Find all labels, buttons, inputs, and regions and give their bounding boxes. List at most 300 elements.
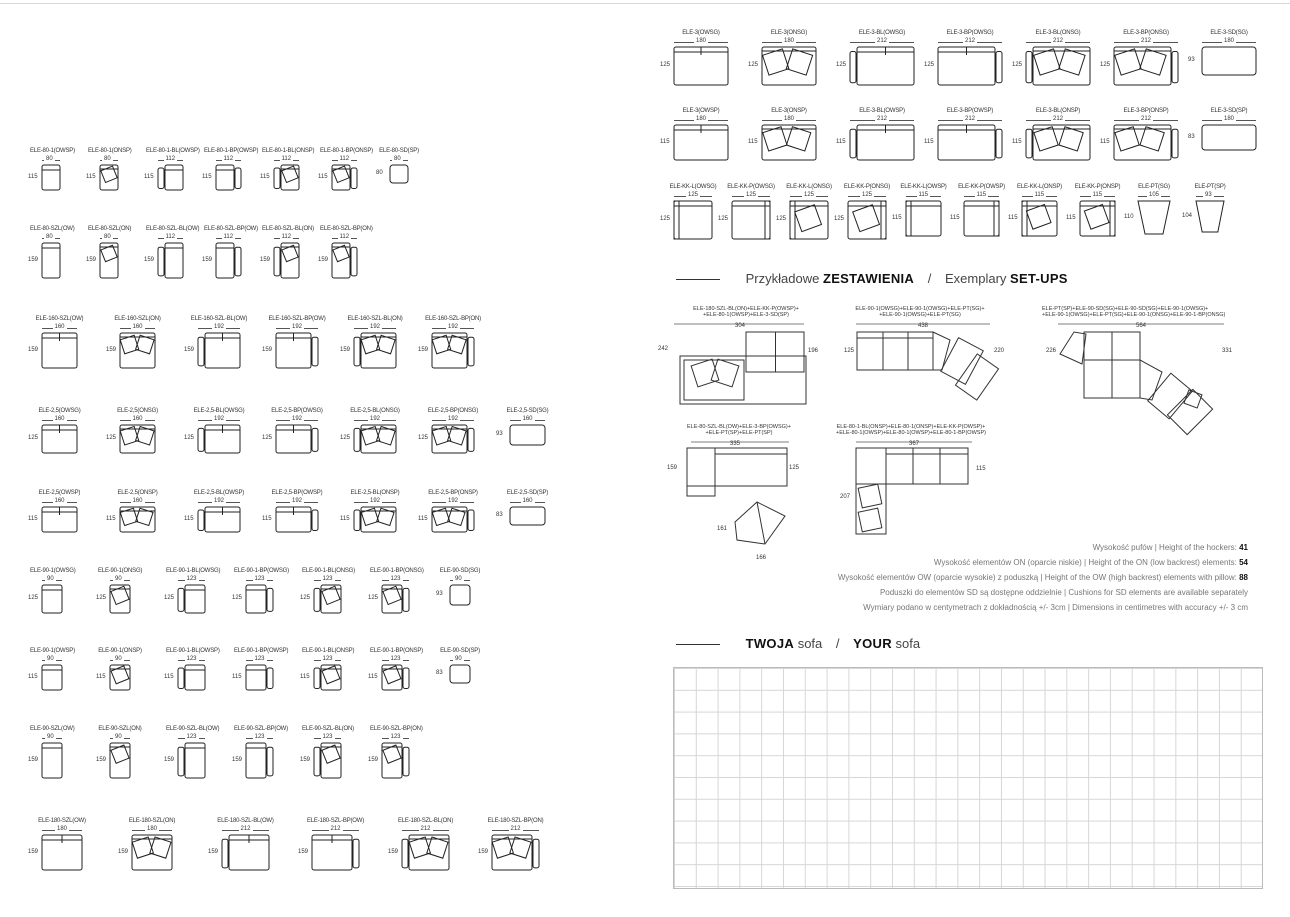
module-depth: 125 (418, 435, 429, 441)
module-depth: 104 (1182, 212, 1193, 219)
module-item (662, 184, 724, 246)
module-drawing (314, 665, 341, 690)
module-item (420, 316, 486, 375)
module-drawing (382, 665, 409, 690)
module-width: 192 (214, 498, 225, 504)
module-depth: 159 (368, 756, 379, 763)
module-item (260, 148, 315, 197)
module-depth: 125 (924, 62, 935, 68)
module-drawing (790, 201, 828, 239)
module-item (1102, 30, 1190, 92)
setup-1-depth-right: 196 (808, 348, 819, 354)
module-item (1190, 30, 1268, 82)
module-code: ELE-3(OWSP) (682, 108, 720, 114)
module-code: ELE-KK-L(OWSG) (669, 184, 717, 190)
module-item (302, 568, 353, 620)
module-code: ELE-80-SD(SP) (379, 148, 419, 154)
module-item (370, 648, 421, 697)
module-code: ELE-3(ONSG) (770, 30, 808, 36)
svg-text:438: 438 (917, 323, 929, 329)
module-item (370, 726, 421, 785)
module-width: 160 (54, 324, 65, 330)
module-depth: 115 (96, 673, 106, 680)
module-width: 123 (186, 656, 197, 662)
module-depth: 93 (496, 431, 503, 437)
module-drawing (1080, 201, 1115, 236)
module-width: 123 (390, 656, 401, 662)
module-width: 212 (877, 38, 888, 44)
module-depth: 125 (836, 62, 847, 68)
module-width: 160 (54, 498, 65, 504)
module-code: ELE-90-SD(SG) (439, 568, 481, 574)
module-code: ELE-80-SZL(ON) (88, 226, 132, 232)
your-sofa-pl-bold: TWOJA (745, 636, 795, 651)
module-depth: 115 (184, 515, 194, 522)
module-depth: 125 (300, 595, 311, 601)
module-drawing (938, 125, 1002, 160)
module-item (1190, 108, 1268, 157)
module-code: ELE-3-BP(OWSP) (946, 108, 994, 114)
module-item (264, 408, 330, 460)
module-drawing (332, 165, 357, 190)
module-drawing (276, 425, 318, 453)
module-code: ELE-180-SZL(OW) (38, 818, 86, 824)
module-width: 212 (1053, 38, 1064, 44)
module-drawing (1026, 125, 1090, 160)
module-depth: 115 (1012, 138, 1022, 145)
module-width: 80 (394, 156, 401, 162)
module-depth: 159 (164, 756, 175, 763)
module-width: 212 (420, 826, 431, 832)
module-drawing (354, 507, 396, 532)
module-code: ELE-180-SZL-BP(OW) (306, 818, 365, 824)
module-drawing (674, 47, 728, 85)
module-depth: 159 (28, 756, 39, 763)
module-drawing (848, 201, 886, 239)
module-drawing (274, 243, 299, 278)
module-width: 90 (455, 656, 462, 662)
module-code: ELE-90-SZL-BP(OW) (234, 726, 288, 732)
module-item (1010, 184, 1069, 243)
module-item (662, 108, 740, 167)
module-width: 123 (390, 576, 401, 582)
module-drawing (906, 201, 941, 236)
module-width: 123 (254, 576, 265, 582)
module-depth: 159 (106, 346, 117, 353)
module-width: 212 (1053, 116, 1064, 122)
module-drawing (42, 835, 82, 870)
module-depth: 115 (86, 173, 96, 180)
module-drawing (42, 333, 77, 368)
module-drawing (110, 585, 130, 613)
module-drawing (850, 125, 914, 160)
module-width: 123 (254, 656, 265, 662)
module-depth: 159 (418, 346, 429, 353)
module-width: 123 (390, 734, 401, 740)
module-width: 90 (47, 734, 54, 740)
module-depth: 115 (318, 173, 328, 180)
module-drawing (762, 125, 816, 160)
svg-text:564: 564 (1135, 323, 1147, 329)
module-depth: 159 (28, 256, 39, 263)
module-depth: 125 (232, 595, 243, 601)
module-width: 180 (696, 38, 707, 44)
module-code: ELE-2,5-SD(SG) (506, 408, 549, 414)
module-drawing (42, 507, 77, 532)
module-depth: 115 (164, 673, 174, 680)
module-depth: 159 (208, 848, 219, 855)
module-depth: 93 (1188, 57, 1195, 63)
module-code: ELE-2,5-BL(ONSP) (350, 490, 400, 496)
module-drawing (762, 47, 816, 85)
module-item (108, 408, 167, 460)
module-drawing (1202, 47, 1256, 75)
module-item (498, 408, 557, 452)
module-depth: 115 (262, 515, 272, 522)
module-depth: 125 (28, 435, 39, 441)
module-depth: 115 (202, 173, 212, 180)
module-item (232, 726, 288, 785)
module-width: 90 (455, 576, 462, 582)
module-drawing (312, 835, 359, 870)
module-item (264, 316, 330, 375)
module-item (838, 108, 926, 167)
module-item (342, 316, 408, 375)
module-item (480, 818, 551, 877)
module-item (1068, 184, 1127, 243)
module-item (28, 148, 75, 197)
module-item (836, 184, 898, 246)
svg-text:207: 207 (839, 494, 850, 500)
svg-text:159: 159 (666, 465, 677, 471)
module-drawing (938, 47, 1002, 85)
module-code: ELE-90-1-BL(ONSG) (302, 568, 355, 574)
module-item (30, 818, 94, 877)
module-depth: 125 (340, 435, 351, 441)
setups-heading-en-bold: SET-UPS (1010, 271, 1068, 286)
module-code: ELE-90-1-BP(OWSG) (234, 568, 289, 574)
module-width: 192 (292, 416, 303, 422)
module-code: ELE-3-SD(SG) (1210, 30, 1248, 36)
setups-heading-slash: / (927, 271, 932, 286)
module-depth: 125 (660, 216, 671, 222)
module-drawing (492, 835, 539, 870)
module-item (30, 316, 89, 375)
module-width: 125 (688, 192, 699, 198)
module-depth: 125 (660, 62, 671, 68)
module-width: 180 (147, 826, 158, 832)
module-code: ELE-160-SZL-BP(ON) (425, 316, 481, 322)
module-drawing (120, 507, 155, 532)
module-drawing (42, 585, 62, 613)
module-code: ELE-90-SZL-BP(ON) (370, 726, 423, 732)
module-drawing (382, 743, 409, 778)
svg-text:220: 220 (994, 348, 1005, 354)
module-drawing (274, 165, 299, 190)
module-code: ELE-160-SZL(ON) (114, 316, 161, 322)
module-depth: 115 (660, 138, 670, 145)
module-item (186, 316, 252, 375)
module-depth: 115 (1066, 214, 1076, 221)
module-depth: 125 (718, 216, 729, 222)
module-width: 212 (1141, 38, 1152, 44)
module-depth: 125 (748, 62, 759, 68)
module-item (202, 226, 258, 285)
module-item (438, 568, 482, 612)
note-hockers: Wysokość pufów | Height of the hockers: 41 (1092, 543, 1248, 552)
module-width: 112 (223, 234, 234, 240)
setup-1-width: 304 (734, 323, 746, 329)
module-drawing (110, 665, 130, 690)
module-drawing (216, 165, 241, 190)
module-width: 125 (746, 192, 757, 198)
module-drawing (432, 425, 474, 453)
module-item (108, 316, 167, 375)
module-width: 180 (696, 116, 707, 122)
module-code: ELE-180-SZL-BL(ON) (397, 818, 454, 824)
note-cushions: Poduszki do elementów SD są dostępne oddzielnie | Cushions for SD elements are available separately (879, 588, 1248, 597)
module-drawing (850, 47, 914, 85)
module-drawing (132, 835, 172, 870)
your-sofa-en: sofa (895, 636, 921, 651)
module-depth: 115 (28, 673, 38, 680)
svg-text:115: 115 (976, 466, 986, 472)
your-sofa-pl: sofa (797, 636, 823, 651)
module-drawing (332, 243, 357, 278)
module-width: 115 (1034, 192, 1045, 198)
module-drawing (1022, 201, 1057, 236)
module-item (662, 30, 740, 92)
module-code: ELE-80-1(OWSP) (30, 148, 75, 154)
module-code: ELE-90-1(OWSP) (30, 648, 75, 654)
module-drawing (1202, 125, 1256, 150)
module-drawing (674, 201, 712, 239)
module-drawing (314, 743, 341, 778)
module-code: ELE-KK-P(OWSP) (958, 184, 1005, 190)
module-depth: 159 (118, 848, 129, 855)
module-item (420, 490, 486, 539)
heading-rule (676, 279, 720, 280)
setup-1-drawing (657, 318, 820, 418)
module-width: 192 (292, 324, 303, 330)
module-drawing (100, 243, 118, 278)
module-depth: 125 (776, 216, 787, 222)
setup-3-code: ELE-PT(SP)+ELE-90-SD(SG)+ELE-90-SD(SG)+ELE-90-1(OWSG)+ +ELE-90-1(OWSG)+ELE-PT(SG)+ELE-90-1(ONSG)+ELE-90-1-BP(ONSG) (1042, 306, 1226, 318)
module-code: ELE-2,5(ONSP) (117, 490, 158, 496)
module-depth: 125 (96, 595, 107, 601)
module-depth: 125 (106, 435, 117, 441)
module-item (1014, 108, 1102, 167)
module-drawing (178, 743, 205, 778)
module-code: ELE-160-SZL(OW) (35, 316, 84, 322)
module-item (30, 408, 89, 460)
svg-text:226: 226 (1045, 348, 1056, 354)
module-code: ELE-2,5-BP(OWSP) (271, 490, 323, 496)
module-width: 112 (165, 156, 176, 162)
note-on-height: Wysokość elementów ON (oparcie niskie) | Height of the ON (low backrest) elements: 54 (933, 558, 1248, 567)
module-code: ELE-160-SZL-BP(OW) (268, 316, 326, 322)
module-code: ELE-160-SZL-BL(ON) (347, 316, 403, 322)
module-drawing (42, 665, 62, 690)
module-width: 212 (510, 826, 521, 832)
module-drawing (1026, 47, 1090, 85)
module-drawing (674, 125, 728, 160)
module-depth: 115 (748, 138, 758, 145)
module-item (186, 408, 252, 460)
setup-5-drawing (836, 436, 986, 546)
module-item (318, 226, 373, 285)
module-item (98, 648, 142, 697)
module-item (438, 648, 482, 690)
module-width: 123 (254, 734, 265, 740)
your-sofa-heading (676, 636, 920, 651)
svg-text:335: 335 (729, 441, 741, 447)
module-code: ELE-2,5-BL(OWSP) (193, 490, 245, 496)
svg-text:166: 166 (755, 555, 767, 561)
setup-1-depth-left: 242 (657, 346, 668, 352)
module-drawing (178, 585, 205, 613)
module-depth: 115 (260, 173, 270, 180)
module-item (164, 648, 220, 697)
module-width: 180 (57, 826, 68, 832)
module-width: 80 (46, 234, 53, 240)
module-drawing (432, 507, 474, 532)
module-drawing (42, 425, 77, 453)
module-code: ELE-80-SZL-BL(OW) (146, 226, 200, 232)
module-depth: 159 (318, 256, 329, 263)
module-item (342, 408, 408, 460)
module-drawing (110, 743, 130, 778)
module-width: 112 (165, 234, 176, 240)
module-depth: 115 (1100, 138, 1110, 145)
module-depth: 159 (262, 346, 273, 353)
module-code: ELE-90-SZL-BL(ON) (302, 726, 354, 732)
module-item (108, 490, 167, 539)
module-depth: 159 (86, 256, 97, 263)
module-code: ELE-80-1-BP(OWSP) (204, 148, 259, 154)
module-item (720, 184, 782, 246)
module-width: 160 (522, 416, 533, 422)
svg-text:161: 161 (716, 526, 727, 532)
module-code: ELE-80-1-BL(OWSP) (146, 148, 200, 154)
module-width: 115 (1092, 192, 1103, 198)
setups-heading-pl: Przykładowe (745, 271, 820, 286)
module-code: ELE-90-SZL-BL(OW) (166, 726, 220, 732)
module-item (838, 30, 926, 92)
module-code: ELE-KK-L(ONSP) (1017, 184, 1062, 190)
module-drawing (216, 243, 241, 278)
module-item (164, 568, 221, 620)
module-item (378, 148, 420, 190)
module-code: ELE-2,5(OWSG) (38, 408, 81, 414)
module-width: 112 (281, 234, 292, 240)
module-depth: 125 (1012, 62, 1023, 68)
module-code: ELE-80-1(ONSP) (88, 148, 132, 154)
module-code: ELE-80-1-BL(ONSP) (262, 148, 315, 154)
module-drawing (450, 585, 470, 605)
module-item (1102, 108, 1190, 167)
module-depth: 115 (836, 138, 846, 145)
module-code: ELE-90-1(ONSP) (98, 648, 142, 654)
module-width: 123 (322, 656, 333, 662)
module-code: ELE-80-SZL-BP(ON) (320, 226, 373, 232)
module-code: ELE-80-SZL(OW) (30, 226, 75, 232)
module-item (1126, 184, 1182, 241)
note-dimensions: Wymiary podano w centymetrach z dokładnością +/- 3cm | Dimensions in centimetres with accuracy +/- 3 cm (863, 603, 1248, 612)
module-item (30, 568, 74, 620)
module-code: ELE-KK-P(OWSG) (727, 184, 775, 190)
module-depth: 83 (496, 512, 503, 518)
module-code: ELE-3-BP(OWSG) (946, 30, 994, 36)
module-drawing (390, 165, 408, 183)
module-width: 192 (214, 416, 225, 422)
module-drawing (198, 333, 240, 368)
module-depth: 115 (28, 173, 38, 180)
module-drawing (314, 585, 341, 613)
module-width: 160 (132, 416, 143, 422)
module-depth: 115 (300, 673, 310, 680)
module-item (926, 108, 1014, 167)
module-depth: 115 (340, 515, 350, 522)
module-code: ELE-90-1-BP(ONSG) (370, 568, 424, 574)
module-width: 212 (877, 116, 888, 122)
module-depth: 93 (436, 591, 443, 597)
module-item (88, 148, 130, 197)
module-width: 180 (784, 116, 795, 122)
svg-text:331: 331 (1222, 348, 1233, 354)
module-width: 112 (223, 156, 234, 162)
setups-heading-pl-bold: ZESTAWIENIA (822, 271, 915, 286)
module-width: 123 (322, 576, 333, 582)
module-code: ELE-180-SZL-BP(ON) (487, 818, 544, 824)
module-width: 160 (132, 498, 143, 504)
module-width: 90 (115, 576, 122, 582)
module-item (98, 726, 142, 785)
setup-4-drawing (665, 436, 815, 562)
module-width: 80 (104, 234, 111, 240)
module-width: 192 (370, 498, 381, 504)
module-item (368, 568, 424, 620)
module-code: ELE-90-1-BP(ONSP) (370, 648, 423, 654)
module-item (302, 648, 353, 697)
module-code: ELE-90-1-BP(OWSP) (234, 648, 289, 654)
module-depth: 159 (184, 346, 195, 353)
module-item (1014, 30, 1102, 92)
module-code: ELE-80-1-BP(ONSP) (320, 148, 373, 154)
module-drawing (450, 665, 470, 683)
module-item (144, 226, 200, 285)
module-code: ELE-90-1-BL(OWSP) (166, 648, 220, 654)
module-code: ELE-80-SZL-BL(ON) (262, 226, 314, 232)
module-item (1184, 184, 1236, 239)
module-width: 123 (186, 576, 197, 582)
module-drawing (42, 243, 60, 278)
module-item (894, 184, 953, 243)
module-item (264, 490, 330, 539)
module-width: 115 (976, 192, 987, 198)
module-width: 125 (804, 192, 815, 198)
setups-heading-en: Exemplary (945, 271, 1007, 286)
module-depth: 115 (144, 173, 154, 180)
module-drawing (1196, 201, 1224, 232)
setup-1-code: ELE-180-SZL-BL(ON)+ELE-KK-P(OWSP)+ +ELE-80-1(OWSP)+ELE-3-SD(SP) (693, 306, 799, 318)
module-depth: 125 (164, 595, 175, 601)
top-border (0, 3, 1290, 4)
module-width: 80 (104, 156, 111, 162)
module-code: ELE-3(OWSG) (682, 30, 720, 36)
module-item (120, 818, 184, 877)
module-width: 160 (522, 498, 533, 504)
